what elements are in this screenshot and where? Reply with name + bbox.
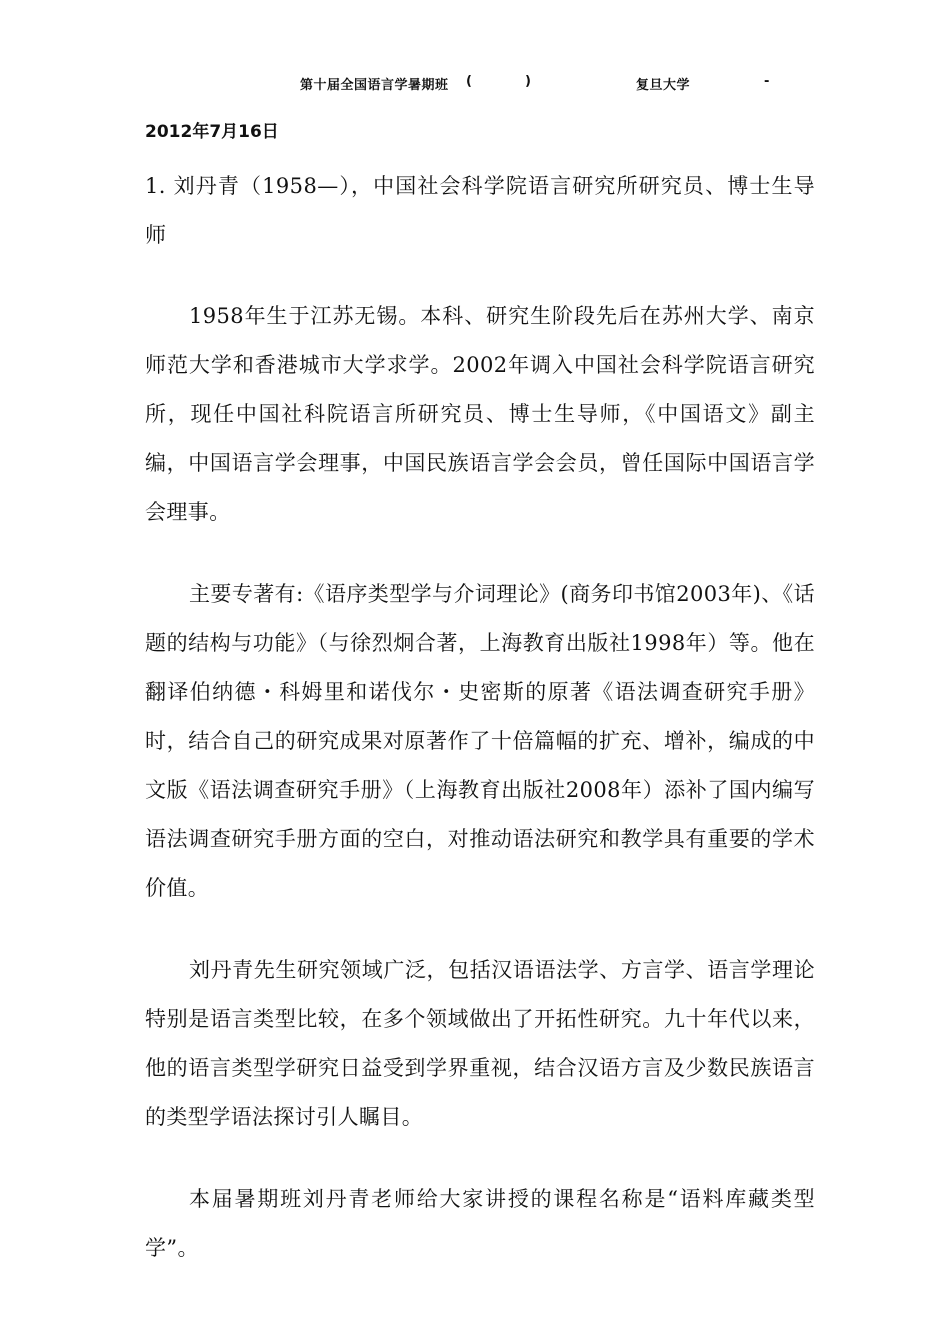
document-date: 2012年7月16日: [145, 122, 279, 142]
page-header: [0, 74, 950, 96]
paragraph-course: 本届暑期班刘丹青老师给大家讲授的课程名称是“语料库藏类型学”。: [145, 1187, 815, 1260]
header-paren-open: (: [466, 74, 473, 89]
header-university: 复旦大学: [636, 78, 691, 93]
header-title: 第十届全国语言学暑期班: [300, 78, 449, 93]
paragraph-research: 刘丹青先生研究领域广泛，包括汉语语法学、方言学、语言学理论特别是语言类型比较，在多个领域做出了开拓性研究。九十年代以来，他的语言类型学研究日益受到学界重视，结合汉语方言及少数民族语言的类型学语法探讨引人瞩目。: [145, 958, 815, 1129]
paragraph-biography: 1958年生于江苏无锡。本科、研究生阶段先后在苏州大学、南京师范大学和香港城市大学求学。2002年调入中国社会科学院语言研究所，现任中国社科院语言所研究员、博士生导师，《中国语文》副主编，中国语言学会理事，中国民族语言学会会员，曾任国际中国语言学会理事。: [145, 304, 815, 524]
document-body: [145, 162, 815, 1306]
paragraph-publications: 主要专著有:《语序类型学与介词理论》(商务印书馆2003年)、《话题的结构与功能》（与徐烈炯合著，上海教育出版社1998年）等。他在翻译伯纳德・科姆里和诺伐尔・史密斯的原著《语法调查研究手册》时，结合自己的研究成果对原著作了十倍篇幅的扩充、增补，编成的中文版《语法调查研究手册》（上海教育出版社2008年）添补了国内编写语法调查研究手册方面的空白，对推动语法研究和教学具有重要的学术价值。: [145, 582, 815, 900]
header-paren-close: ): [525, 74, 532, 89]
section-heading: 1. 刘丹青（1958—），中国社会科学院语言研究所研究员、博士生导师: [145, 174, 815, 247]
header-dash: -: [764, 74, 770, 89]
